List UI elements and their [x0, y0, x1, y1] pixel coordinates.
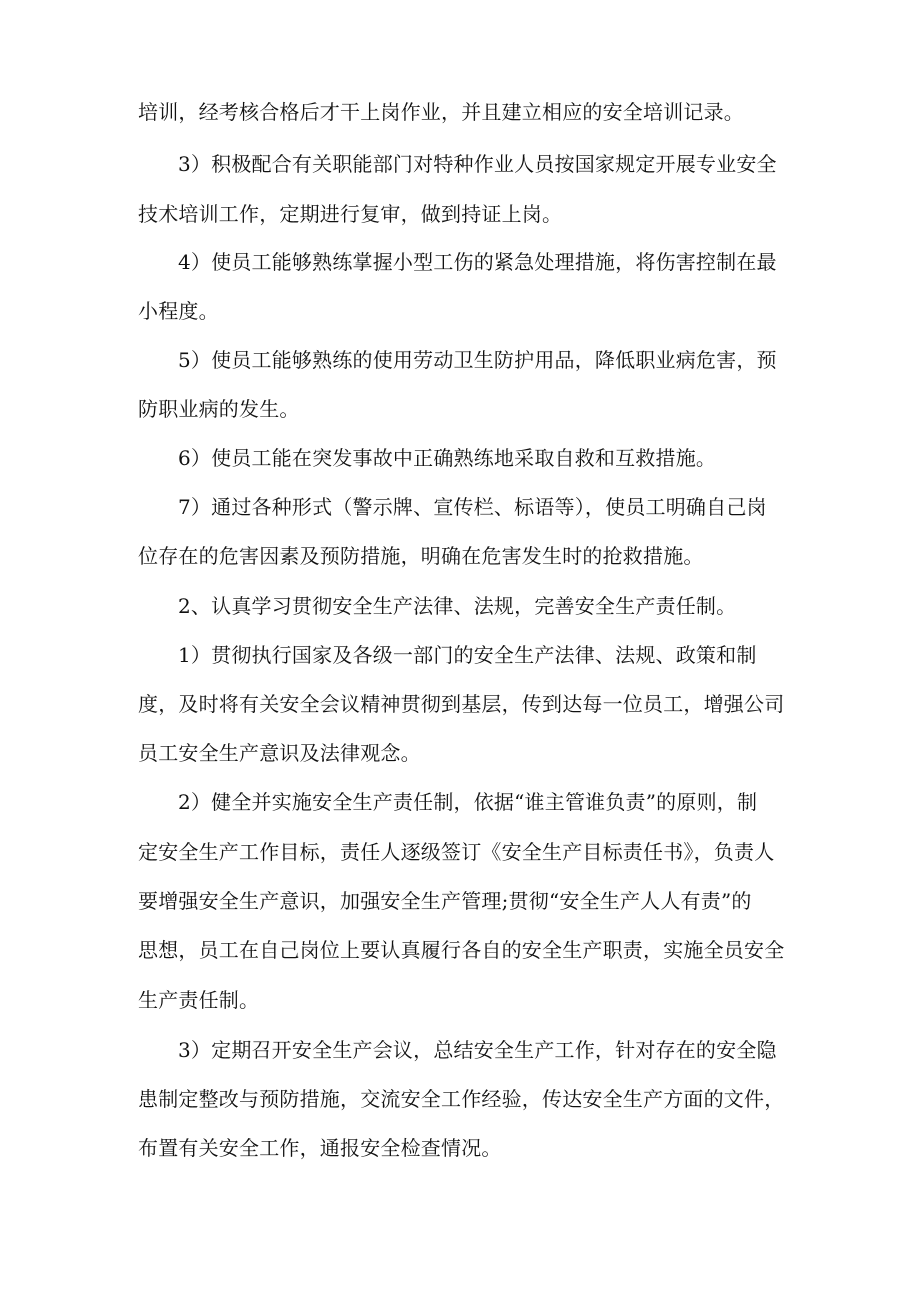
text-line: 位存在的危害因素及预防措施，明确在危害发生时的抢救措施。	[138, 544, 704, 568]
text-line: 3）积极配合有关职能部门对特种作业人员按国家规定开展专业安全	[178, 152, 777, 176]
section-heading: 2、认真学习贯彻安全生产法律、法规，完善安全生产责任制。	[178, 594, 737, 618]
text-line: 小程度。	[138, 299, 219, 323]
text-line: 6）使员工能在突发事故中正确熟练地采取自救和互救措施。	[178, 446, 717, 470]
text-line: 度，及时将有关安全会议精神贯彻到基层，传到达每一位员工，增强公司	[138, 692, 785, 716]
text-line: 培训，经考核合格后才干上岗作业，并且建立相应的安全培训记录。	[138, 100, 744, 124]
text-line: 定安全生产工作目标，责任人逐级签订《安全生产目标责任书》，负责人	[138, 840, 775, 864]
text-line: 2）健全并实施安全生产责任制，依据“谁主管谁负责”的原则，制	[178, 790, 758, 814]
text-line: 3）定期召开安全生产会议，总结安全生产工作，针对存在的安全隐	[178, 1038, 777, 1062]
text-line: 要增强安全生产意识，加强安全生产管理;贯彻“安全生产人人有责”的	[138, 889, 752, 913]
text-line: 患制定整改与预防措施，交流安全工作经验，传达安全生产方面的文件，	[138, 1087, 785, 1111]
text-line: 防职业病的发生。	[138, 397, 300, 421]
text-line: 4）使员工能够熟练掌握小型工伤的紧急处理措施，将伤害控制在最	[178, 250, 777, 274]
text-line: 生产责任制。	[138, 988, 260, 1012]
text-line: 5）使员工能够熟练的使用劳动卫生防护用品，降低职业病危害，预	[178, 348, 777, 372]
text-line: 1）贯彻执行国家及各级一部门的安全生产法律、法规、政策和制	[178, 643, 757, 667]
text-line: 技术培训工作，定期进行复审，做到持证上岗。	[138, 202, 563, 226]
text-line: 员工安全生产意识及法律观念。	[138, 741, 421, 765]
text-line: 思想，员工在自己岗位上要认真履行各自的安全生产职责，实施全员安全	[138, 938, 785, 962]
text-line: 布置有关安全工作，通报安全检查情况。	[138, 1136, 502, 1160]
text-line: 7）通过各种形式（警示牌、宣传栏、标语等），使员工明确自己岗	[178, 495, 767, 519]
